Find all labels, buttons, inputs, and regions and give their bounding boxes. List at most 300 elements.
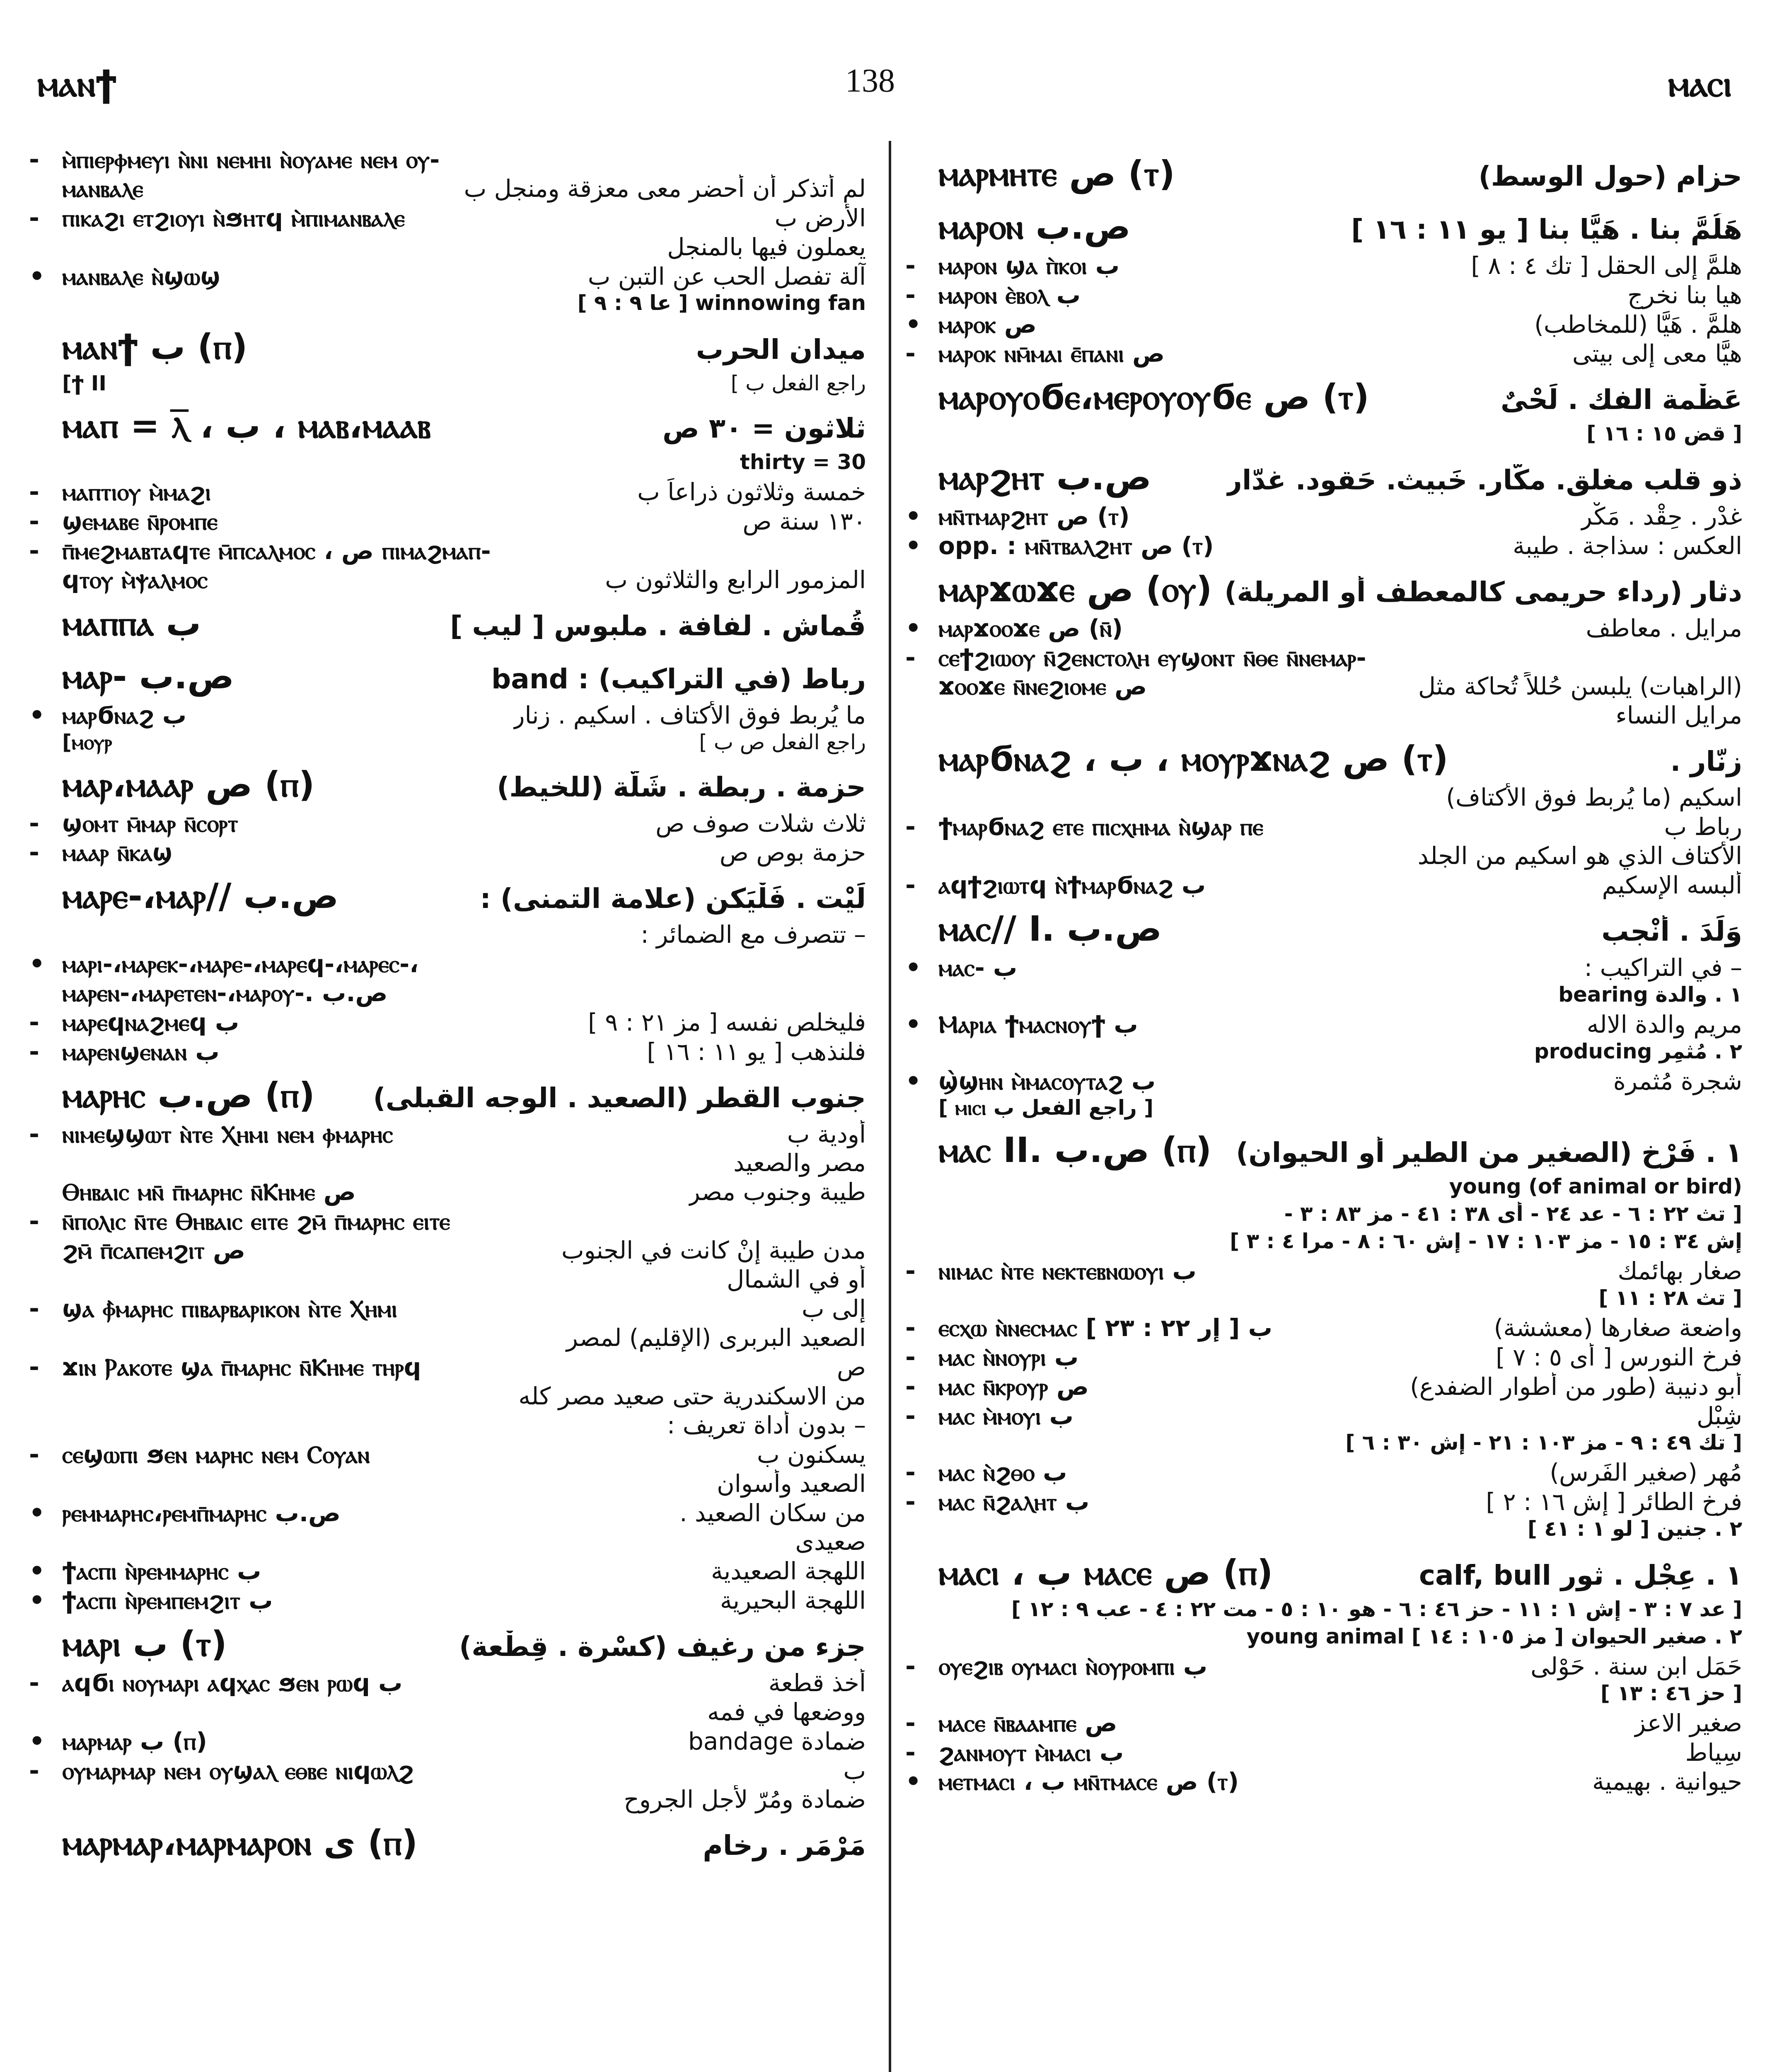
coptic-text: ϫⲟⲟϫⲉ ⲛ̄ⲛⲉϩⲓⲟⲙⲉ ص: [938, 672, 1147, 701]
arabic-gloss: هلمَّ إلى الحقل [ تك ٤ : ٨ ]: [1471, 252, 1742, 280]
arabic-gloss: حَمَل ابن سنة . حَوْلى: [1530, 1652, 1742, 1680]
coptic-text: ⲙⲉⲧⲙⲁⲥⲓ ، ب ⲙⲛ̄ⲧⲙⲁⲥⲉ ص (ⲧ): [938, 1767, 1239, 1796]
gloss-line: ووضعها في فمه: [707, 1697, 866, 1726]
left-column: [29, 145, 866, 2072]
gloss-line: أو في الشمال: [727, 1265, 866, 1294]
entry-bullet: •: [29, 261, 45, 291]
arabic-gloss: جزء من رغيف (كسْرة . قِطْعة): [459, 1630, 866, 1663]
coptic-text: ⲙⲁⲡⲧⲓⲟⲩ ⲙ̀ⲙⲁϩⲓ: [62, 478, 211, 506]
entry-line: [905, 1372, 1742, 1402]
entry-line: [29, 262, 866, 291]
coptic-text: ϯⲙⲁⲣϭⲛⲁϩ ⲉⲧⲉ ⲡⲓⲥⲭⲏⲙⲁ ⲛ̀ϣⲁⲣ ⲡⲉ: [938, 813, 1264, 841]
entry-bullet: -: [29, 808, 39, 838]
entry-line: [905, 643, 1742, 673]
arabic-gloss: أخذ قطعة: [768, 1668, 866, 1697]
entry-line: [29, 536, 866, 566]
coptic-text: ⲙⲁⲥ ⲛ̀ⲛⲟⲩⲣⲓ ب: [938, 1343, 1079, 1371]
entry-line: [29, 949, 866, 979]
arabic-gloss: ب: [843, 1756, 866, 1785]
entry-line: [29, 1008, 866, 1037]
entry-line: [29, 979, 866, 1008]
headword-entry: [905, 457, 1742, 502]
arabic-gloss: العكس : سذاجة . طيبة: [1513, 531, 1742, 560]
entry-line: [905, 251, 1742, 281]
coptic-text: ⲣⲉⲙⲙⲁⲣⲏⲥ،ⲣⲉⲙⲡ̄ⲙⲁⲣⲏⲥ ص.ب: [62, 1498, 341, 1527]
entry-bullet: -: [29, 477, 39, 507]
coptic-text: ⲙⲁⲛⲃⲁⲗⲉ: [62, 174, 143, 203]
coptic-text: ⲙⲁⲣⲓ ب (ⲧ): [62, 1623, 227, 1664]
entry-bullet: -: [29, 1352, 39, 1382]
headword-entry: [905, 569, 1742, 614]
arabic-gloss: راجع الفعل ص ب ]: [699, 730, 866, 754]
coptic-text: ⲁϥϭⲓ ⲛⲟⲩⲙⲁⲣⲓ ⲁϥⲭⲁⲥ ϧⲉⲛ ⲣⲱϥ ب: [62, 1668, 403, 1697]
entry-line: [29, 507, 866, 536]
coptic-text: ϣⲟⲙⲧ ⲙ̄ⲙⲁⲣ ⲛ̄ⲥⲟⲣⲧ: [62, 809, 238, 838]
entry-line: [905, 1010, 1742, 1039]
coptic-text: ⲥⲉϣⲱⲡⲓ ϧⲉⲛ ⲙⲁⲣⲏⲥ ⲛⲉⲙ Ⲥⲟⲩⲁⲛ: [62, 1440, 370, 1469]
arabic-gloss: إش ٣٤ : ١٥ - مز ١٠٣ : ١٧ - إش ٦٠ : ٨ - مرا ٤ : ٣ ]: [1230, 1229, 1742, 1254]
arabic-gloss: ميدان الحرب: [696, 334, 866, 366]
entry-line: [905, 339, 1742, 368]
coptic-text: ⲛ̄ⲡⲟⲗⲓⲥ ⲛ̄ⲧⲉ Ⲑⲏⲃⲁⲓⲥ ⲉⲓⲧⲉ ϩⲙ̄ ⲡ̄ⲙⲁⲣⲏⲥ ⲉⲓⲧⲉ: [62, 1207, 450, 1236]
coptic-text: ⲁϥϯϩⲓⲱⲧϥ ⲛ̀ϯⲙⲁⲣϭⲛⲁϩ ب: [938, 871, 1206, 900]
arabic-gloss: حزمة بوص ص: [719, 838, 866, 867]
entry-line: [29, 1178, 866, 1207]
arabic-gloss: راجع الفعل ب ]: [730, 371, 866, 396]
arabic-gloss: شِبْل: [1696, 1402, 1742, 1430]
coptic-text: ⲙⲁⲣⲉⲛϣⲉⲛⲁⲛ ب: [62, 1037, 220, 1066]
coptic-text: ⲙⲁⲁⲣ ⲛ̄ⲕⲁϣ: [62, 838, 173, 867]
entry-bullet: -: [29, 1668, 39, 1697]
entry-bullet: -: [905, 251, 916, 280]
coptic-text: ϯⲁⲥⲡⲓ ⲛ̀ⲣⲉⲙⲙⲁⲣⲏⲥ ب: [62, 1557, 261, 1585]
gloss-line: الصعيد وأسوان: [717, 1469, 866, 1498]
coptic-text: ⲙⲁⲣ- ص.ب: [62, 656, 234, 697]
arabic-gloss: سِياط: [1685, 1738, 1742, 1767]
coptic-text: ⲉⲥⲭⲱ ⲛ̀ⲛⲉⲥⲙⲁⲥ ب [ إر ٢٢ : ٢٣ ]: [938, 1314, 1272, 1342]
arabic-gloss: صغار بهائمك: [1618, 1257, 1742, 1285]
entry-bullet: •: [29, 700, 45, 730]
coptic-text: ⲙⲁⲣⲟⲩⲟϭⲉ،ⲙⲉⲣⲟⲩⲟⲩϭⲉ ص (ⲧ): [938, 377, 1369, 418]
arabic-gloss: أبو دنيبة (طور من أطوار الضفدع): [1410, 1372, 1742, 1401]
entry-line: [29, 1120, 866, 1149]
right-column: [905, 145, 1742, 2072]
coptic-text: [ⲙⲟⲩⲣ: [62, 730, 112, 754]
arabic-gloss: فلنذهب [ يو ١١ : ١٦ ]: [647, 1037, 866, 1066]
entry-bullet: -: [905, 871, 916, 900]
coptic-text: ⲙⲁⲣⲉϥⲛⲁϩⲙⲉϥ ب: [62, 1008, 239, 1036]
coptic-text: ⲙⲁⲣϭⲛⲁϩ ، ب ، ⲙⲟⲩⲣϫⲛⲁϩ ص (ⲧ): [938, 738, 1448, 779]
entry-line: [29, 1236, 866, 1265]
running-head-left: ⲙⲁⲛϯ: [37, 62, 117, 105]
headword-entry: [905, 738, 1742, 783]
headword-entry: [905, 1130, 1742, 1174]
arabic-gloss: واضعة صغارها (معششة): [1494, 1314, 1742, 1342]
coptic-text: Ⲙⲁⲣⲓⲁ ϯⲙⲁⲥⲛⲟⲩϯ ب: [938, 1010, 1138, 1038]
entry-bullet: -: [905, 1313, 916, 1343]
entry-bullet: •: [905, 1767, 921, 1796]
entry-bullet: -: [29, 203, 39, 232]
gloss-line: – بدون أداة تعريف :: [667, 1411, 866, 1439]
entry-bullet: -: [29, 1440, 39, 1469]
entry-bullet: -: [905, 1738, 916, 1767]
arabic-gloss: [ تث ٢٨ : ١١ ]: [1598, 1286, 1742, 1310]
coptic-text: ϩⲁⲛⲙⲟⲩⲧ ⲙ̀ⲙⲁⲥⲓ ب: [938, 1738, 1124, 1767]
entry-line: [905, 1487, 1742, 1517]
arabic-gloss: [ عد ٧ : ٣ - إش ١ : ١١ - حز ٤٦ : ٦ - هو ١٠ : ٥ - مت ٢٢ : ٤ - عب ٩ : ١٢ ]: [1011, 1597, 1742, 1621]
entry-line: [29, 1294, 866, 1324]
entry-line: [905, 1458, 1742, 1487]
arabic-gloss: اللهجة الصعيدية: [711, 1557, 866, 1585]
arabic-gloss: غدْر . حِقْد . مَكْر: [1580, 502, 1742, 531]
coptic-text: ⲙⲁⲥ ⲛ̄ⲕⲣⲟⲩⲣ ص: [938, 1372, 1089, 1401]
entry-bullet: -: [29, 1207, 39, 1236]
coptic-text: ⲛⲓⲙⲁⲥ ⲛ̀ⲧⲉ ⲛⲉⲕⲧⲉⲃⲛⲱⲟⲩⲓ ب: [938, 1257, 1197, 1285]
coptic-text: ⲙⲁⲥ II. ص.ب (ⲡ): [938, 1130, 1212, 1171]
entry-line: [29, 203, 866, 233]
coptic-text: ⲙⲁⲣϭⲛⲁϩ ب: [62, 701, 187, 729]
arabic-gloss: فليخلص نفسه [ مز ٢١ : ٩ ]: [588, 1008, 866, 1036]
entry-bullet: •: [905, 1066, 921, 1096]
coptic-text: ⲙⲁⲣⲙⲁⲣ ب (ⲡ): [62, 1727, 207, 1755]
entry-bullet: -: [29, 1756, 39, 1785]
arabic-gloss: هَلُمَّ بنا . هَيَّا بنا [ يو ١١ : ١٦ ]: [1351, 213, 1742, 245]
gloss-line: ضمادة ومُرّ لأجل الجروح: [624, 1785, 866, 1814]
headword-entry: [29, 1624, 866, 1668]
arabic-gloss: جنوب القطر (الصعيد . الوجه القبلى): [373, 1082, 866, 1114]
entry-line: [905, 1624, 1742, 1652]
entry-line: [905, 1202, 1742, 1229]
arabic-gloss: هيَّا معى إلى بيتى: [1572, 339, 1742, 368]
headword-entry: [29, 405, 866, 450]
entry-line: [905, 1431, 1742, 1458]
arabic-gloss: ذو قلب مغلق. مكّار. خَبيث. حَقود. غدّار: [1226, 464, 1742, 496]
arabic-gloss: ١ . والدة bearing: [1558, 982, 1742, 1007]
arabic-gloss: (الراهبات) يلبسن حُللاً تُحاكة مثل: [1418, 672, 1742, 701]
arabic-gloss: صغير الاعز: [1634, 1709, 1742, 1737]
entry-line: [29, 1756, 866, 1786]
coptic-text: ⲙⲁⲣⲙⲁⲣ،ⲙⲁⲣⲙⲁⲣⲟⲛ ى (ⲡ): [62, 1823, 418, 1864]
gloss-line: مرايل النساء: [1615, 701, 1742, 730]
arabic-gloss: ٢ . صغير الحيوان [ مز ١٠٥ : ١٤ ] young animal: [1246, 1624, 1742, 1648]
coptic-text: ⲙⲁⲥ ⲛ̄ϩⲁⲗⲏⲧ ب: [938, 1488, 1090, 1516]
entry-bullet: -: [29, 1007, 39, 1037]
entry-line: [905, 310, 1742, 339]
coptic-text: ⲙⲛ̄ⲧⲙⲁⲣϩⲏⲧ ص (ⲧ): [938, 502, 1130, 531]
entry-bullet: -: [29, 507, 39, 536]
entry-line: [905, 502, 1742, 531]
entry-line: [905, 1517, 1742, 1544]
entry-bullet: -: [905, 280, 916, 310]
entry-bullet: -: [905, 339, 916, 368]
entry-line: [29, 701, 866, 730]
headword-entry: [29, 876, 866, 920]
entry-line: [905, 421, 1742, 449]
arabic-gloss: حزمة . ربطة . شَلّة (للخيط): [497, 771, 866, 803]
arabic-gloss: مُهر (صغير الفَرس): [1550, 1458, 1742, 1487]
entry-line: [905, 1681, 1742, 1709]
arabic-gloss: ١٣٠ سنة ص: [742, 507, 866, 536]
coptic-text: ϣⲉⲙⲁⲃⲉ ⲛ̄ⲣⲟⲙⲡⲉ: [62, 507, 218, 536]
gloss-line: الصعيد البربرى (الإقليم) لمصر: [566, 1323, 866, 1352]
entry-line: [29, 1556, 866, 1586]
arabic-gloss: مرايل . معاطف: [1586, 614, 1742, 642]
coptic-text: ⲙⲁⲥ// I. ص.ب: [938, 908, 1162, 949]
arabic-gloss: فرخ النورس [ أى ٥ : ٧ ]: [1496, 1343, 1742, 1371]
arabic-gloss: من سكان الصعيد .: [679, 1498, 866, 1527]
coptic-text: ⲙⲁⲣⲓ-،ⲙⲁⲣⲉⲕ-،ⲙⲁⲣⲉ-،ⲙⲁⲣⲉϥ-،ⲙⲁⲣⲉⲥ-،: [62, 950, 419, 978]
entry-line: [29, 1207, 866, 1236]
entry-bullet: -: [905, 1458, 916, 1487]
arabic-gloss: ما يُربط فوق الأكتاف . اسكيم . زنار: [513, 701, 866, 729]
arabic-gloss: [ تك ٤٩ : ٩ - مز ١٠٣ : ٢١ - إش ٣٠ : ٦ ]: [1345, 1431, 1742, 1455]
arabic-gloss: ٢ . جنين [ لو ١ : ٤١ ]: [1527, 1516, 1742, 1541]
entry-bullet: •: [905, 613, 921, 643]
entry-line: [29, 1586, 866, 1615]
entry-line: [29, 145, 866, 174]
entry-line: [29, 1668, 866, 1698]
arabic-gloss: لم أتذكر أن أحضر معى معزقة ومنجل ب: [464, 174, 866, 203]
entry-line: [29, 1498, 866, 1528]
coptic-text: ⲙⲁⲣϫⲱϫⲉ ص (ⲟⲩ): [938, 569, 1212, 610]
entry-bullet: •: [29, 1498, 45, 1527]
coptic-text: ⲙⲁⲥⲉ ⲛ̄ⲃⲁⲁⲙⲡⲉ ص: [938, 1709, 1117, 1737]
coptic-text: ⲥⲉϯϩⲓⲱⲟⲩ ⲛ̄ϩⲉⲛⲥⲧⲟⲗⲏ ⲉⲩϣⲟⲛⲧ ⲛ̄ⲑⲉ ⲛ̄ⲛⲉⲙⲁⲣ-: [938, 643, 1366, 672]
headword-entry: [29, 327, 866, 371]
arabic-gloss: لَيْت . فَلْيَكن (علامة التمنى) :: [480, 883, 866, 915]
coptic-text: [ ⲙⲓⲥⲓ راجع الفعل ب ]: [938, 1096, 1154, 1120]
coptic-text: ⲙⲁⲣ،ⲙⲁⲁⲣ ص (ⲡ): [62, 764, 315, 805]
arabic-gloss: مدن طيبة إنْ كانت في الجنوب: [561, 1236, 866, 1265]
entry-line: [905, 983, 1742, 1010]
headword-entry: [905, 153, 1742, 198]
entry-bullet: -: [29, 1294, 39, 1324]
arabic-gloss: آلة تفصل الحب عن التبن ب: [588, 262, 866, 290]
entry-bullet: -: [29, 838, 39, 867]
coptic-text: ⲟⲩⲉϩⲓⲃ ⲟⲩⲙⲁⲥⲓ ⲛ̀ⲟⲩⲣⲟⲙⲡⲓ ب: [938, 1652, 1208, 1680]
coptic-text: ⲙⲁⲛⲃⲁⲗⲉ ⲛ̀ϣⲱϣ: [62, 262, 220, 290]
arabic-gloss: ثلاثون = ٣٠ ص: [662, 412, 866, 445]
entry-line: [905, 953, 1742, 983]
gloss-line: الأكتاف الذي هو اسكيم من الجلد: [1417, 842, 1742, 870]
arabic-gloss: وَلَدَ . أنْجب: [1601, 915, 1742, 947]
coptic-text: ⲙⲁⲣⲟⲛ ϣⲁ ⲡ̀ⲕⲟⲓ ب: [938, 252, 1120, 280]
entry-line: [29, 1037, 866, 1067]
arabic-gloss: فرخ الطائر [ إش ١٦ : ٢ ]: [1486, 1488, 1742, 1516]
headword-entry: [905, 206, 1742, 251]
entry-line: [29, 371, 866, 397]
entry-line: [905, 614, 1742, 643]
entry-line: [905, 1597, 1742, 1624]
arabic-gloss: هيا بنا نخرج: [1627, 281, 1742, 309]
gloss-line: – تتصرف مع الضمائر :: [641, 920, 866, 949]
entry-bullet: -: [905, 1372, 916, 1401]
entry-line: [905, 1039, 1742, 1067]
entry-line: [905, 871, 1742, 900]
coptic-text: opp. : ⲙⲛ̄ⲧⲃⲁⲗϩⲏⲧ ص (ⲧ): [938, 531, 1214, 560]
arabic-gloss: رباط ب: [1664, 813, 1742, 841]
entry-bullet: -: [905, 643, 916, 672]
coptic-text: ⲙⲁⲣϩⲏⲧ ص.ب: [938, 457, 1151, 498]
arabic-gloss: [ حز ٤٦ : ١٣ ]: [1601, 1681, 1742, 1705]
coptic-text: Ⲑⲏⲃⲁⲓⲥ ⲙⲛ̄ ⲡ̄ⲙⲁⲣⲏⲥ ⲛ̄Ⲕⲏⲙⲉ ص: [62, 1178, 356, 1206]
entry-bullet: -: [905, 1487, 916, 1517]
arabic-gloss: [ قض ١٥ : ١٦ ]: [1586, 421, 1742, 446]
coptic-text: ⲡⲓⲕⲁϩⲓ ⲉⲧϩⲓⲟⲩⲓ ⲛ̀ϧⲏⲧϥ ⲙ̀ⲡⲓⲙⲁⲛⲃⲁⲗⲉ: [62, 203, 405, 232]
entry-bullet: •: [905, 953, 921, 982]
entry-line: [905, 281, 1742, 310]
entry-line: [905, 672, 1742, 701]
coptic-text: ⲙⲁⲣⲉⲛ-،ⲙⲁⲣⲉⲧⲉⲛ-،ⲙⲁⲣⲟⲩ-. ص.ب: [62, 978, 388, 1007]
arabic-gloss: اللهجة البحيرية: [720, 1586, 866, 1615]
gloss-line: يعملون فيها بالمنجل: [667, 232, 866, 261]
entry-line: [29, 838, 866, 867]
entry-line: [905, 1343, 1742, 1372]
page-number: 138: [845, 63, 895, 99]
page-header: [0, 0, 1765, 124]
entry-bullet: •: [905, 310, 921, 339]
coptic-text: ⲙⲁⲣⲟⲕ ⲛⲙ̄ⲙⲁⲓ ⲉ̄ⲡⲁⲛⲓ ص: [938, 339, 1165, 368]
headword-entry: [29, 1075, 866, 1120]
entry-bullet: -: [905, 1651, 916, 1681]
entry-bullet: •: [905, 502, 921, 531]
coptic-text: ϩⲙ̄ ⲡ̄ⲥⲁⲡⲉⲙϩⲓⲧ ص: [62, 1236, 245, 1265]
coptic-text: ⲛⲓⲙⲉϣϣⲱⲧ ⲛ̀ⲧⲉ Ⲭⲏⲙⲓ ⲛⲉⲙ ⲫⲙⲁⲣⲏⲥ: [62, 1120, 393, 1148]
entry-bullet: •: [29, 1726, 45, 1756]
arabic-gloss: دثار (رداء حريمى كالمعطف أو المريلة): [1224, 576, 1742, 608]
entry-bullet: •: [29, 949, 45, 979]
entry-line: [905, 531, 1742, 561]
arabic-gloss: هلمَّ . هَيَّا (للمخاطب): [1534, 310, 1742, 339]
coptic-text: ⲙⲁⲛϯ ب (ⲡ): [62, 327, 248, 368]
arabic-gloss: young (of animal or bird): [1449, 1174, 1742, 1199]
headword-entry: [905, 908, 1742, 953]
coptic-text: ⲙⲁⲡⲡⲁ ب: [62, 603, 201, 644]
entry-line: [905, 1652, 1742, 1681]
entry-line: [29, 291, 866, 318]
arabic-gloss: thirty = 30: [740, 450, 866, 474]
entry-line: [905, 1229, 1742, 1256]
entry-line: [29, 477, 866, 507]
entry-bullet: •: [29, 1586, 45, 1615]
entry-line: [29, 566, 866, 595]
entry-bullet: -: [29, 1037, 39, 1066]
column-divider: [889, 141, 891, 2072]
coptic-text: ⲙⲁⲡ = ⲗ̅ ، ب ، ⲙⲁⲃ،ⲙⲁⲁⲃ: [62, 405, 431, 446]
coptic-text: ⲙⲁⲣⲏⲥ ص.ب (ⲡ): [62, 1075, 315, 1116]
arabic-gloss: زنّار .: [1670, 746, 1742, 778]
entry-line: [905, 812, 1742, 842]
arabic-gloss: [ تث ٢٢ : ٦ - عد ٢٤ - أى ٣٨ : ٤١ - مز ٨٣ : ٣ -: [1284, 1202, 1742, 1226]
arabic-gloss: مَرْمَر . رخام: [703, 1830, 866, 1862]
arabic-gloss: ثلاث شلات صوف ص: [655, 809, 866, 838]
coptic-text: ⲙ̀ⲡⲓⲉⲣⲫⲙⲉⲩⲓ ⲛ̀ⲛⲓ ⲛⲉⲙⲏⲓ ⲛ̀ⲟⲩⲁⲙⲉ ⲛⲉⲙ ⲟⲩ-: [62, 145, 440, 174]
coptic-text: ⲙⲁⲥ- ب: [938, 953, 1018, 982]
arabic-gloss: يسكنون ب: [757, 1440, 866, 1469]
arabic-gloss: ٢ . مُثمِر producing: [1534, 1039, 1742, 1063]
entry-bullet: •: [29, 1556, 45, 1586]
arabic-gloss: حزام (حول الوسط): [1478, 160, 1742, 192]
entry-bullet: -: [29, 1119, 39, 1149]
entry-bullet: •: [905, 531, 921, 560]
headword-entry: [29, 1823, 866, 1867]
entry-bullet: -: [905, 1342, 916, 1372]
entry-line: [905, 1738, 1742, 1767]
headword-entry: [29, 603, 866, 648]
entry-line: [905, 1767, 1742, 1796]
coptic-text: ϣⲁ ⲫ̀ⲙⲁⲣⲏⲥ ⲡⲓⲃⲁⲣⲃⲁⲣⲓⲕⲟⲛ ⲛ̀ⲧⲉ Ⲭⲏⲙⲓ: [62, 1295, 397, 1323]
arabic-gloss: winnowing fan [ عا ٩ : ٩ ]: [577, 291, 866, 315]
entry-bullet: -: [29, 536, 39, 565]
arabic-gloss: شجرة مُثمرة: [1613, 1067, 1742, 1095]
entry-line: [29, 730, 866, 756]
entry-line: [29, 809, 866, 838]
arabic-gloss: ضمادة bandage: [688, 1727, 866, 1755]
entry-line: [29, 1727, 866, 1756]
arabic-gloss: حيوانية . بهيمية: [1592, 1767, 1742, 1796]
arabic-gloss: إلى ب: [801, 1295, 866, 1323]
arabic-gloss: مريم والدة الاله: [1586, 1010, 1742, 1038]
arabic-gloss: قُماش . لفافة . ملبوس [ ليب ]: [450, 610, 866, 642]
headword-entry: [905, 1552, 1742, 1597]
entry-bullet: -: [905, 1401, 916, 1431]
coptic-text: ⲙⲁⲣϫⲟⲟϫⲉ ص (ⲛ̄): [938, 614, 1123, 642]
arabic-gloss: الأرض ب: [774, 203, 866, 232]
arabic-gloss: المزمور الرابع والثلاثون ب: [605, 565, 866, 594]
arabic-gloss: ألبسه الإسكيم: [1602, 871, 1742, 900]
coptic-text: ϯⲁⲥⲡⲓ ⲛ̀ⲣⲉⲙⲡⲉⲙϩⲓⲧ ب: [62, 1586, 273, 1615]
gloss-line: صعيدى: [795, 1527, 866, 1556]
gloss-line: من الاسكندرية حتى صعيد مصر كله: [518, 1382, 866, 1410]
coptic-text: ϣ̀ϣⲏⲛ ⲙ̀ⲙⲁⲥⲟⲩⲧⲁϩ ب: [938, 1067, 1156, 1095]
coptic-text: ⲙⲁⲥ ⲛ̀ϩⲑⲟ ب: [938, 1458, 1067, 1487]
entry-line: [905, 1256, 1742, 1286]
coptic-text: ϫⲓⲛ Ⲣⲁⲕⲟⲧⲉ ϣⲁ ⲡ̄ⲙⲁⲣⲏⲥ ⲛ̄Ⲕⲏⲙⲉ ⲧⲏⲣϥ: [62, 1353, 421, 1381]
coptic-text: ⲡ̄ⲙⲉϩⲙⲁⲃⲧⲁϥⲧⲉ ⲙ̄ⲡⲥⲁⲗⲙⲟⲥ ، ص ⲡⲓⲙⲁϩⲙⲁⲡ-: [62, 536, 491, 565]
gloss-line: مصر والصعيد: [733, 1149, 866, 1177]
coptic-text: [ϯ II: [62, 371, 106, 396]
arabic-gloss: طيبة وجنوب مصر: [688, 1178, 866, 1206]
coptic-text: ⲙⲁⲥ ⲙ̀ⲙⲟⲩⲓ ب: [938, 1402, 1074, 1430]
coptic-text: ⲟⲩⲙⲁⲣⲙⲁⲣ ⲛⲉⲙ ⲟⲩϣⲁⲗ ⲉⲑⲃⲉ ⲛⲓϥⲱⲗϩ: [62, 1756, 414, 1785]
entry-line: [905, 1402, 1742, 1431]
coptic-text: ⲙⲁⲣⲟⲕ ص: [938, 310, 1037, 339]
entry-bullet: -: [905, 1256, 916, 1286]
arabic-gloss: ١ . فَرْخ (الصغير من الطير أو الحيوان): [1236, 1137, 1742, 1169]
coptic-text: ⲙⲁⲥⲓ ، ب ⲙⲁⲥⲉ ص (ⲡ): [938, 1552, 1273, 1593]
arabic-gloss: خمسة وثلاثون ذراعاً ب: [637, 478, 866, 506]
headword-entry: [905, 377, 1742, 421]
headword-entry: [29, 656, 866, 701]
running-head-right: ⲙⲁⲥⲓ: [1668, 62, 1732, 105]
entry-line: [29, 1353, 866, 1382]
arabic-gloss: رباط (في التراكيب) : band: [491, 663, 866, 695]
entry-line: [29, 1440, 866, 1469]
coptic-text: ⲙⲁⲣⲟⲛ ⲉ̀ⲃⲟⲗ ب: [938, 281, 1081, 309]
entry-line: [905, 1174, 1742, 1202]
coptic-text: ⲙⲁⲣⲉ-،ⲙⲁⲣ// ص.ب: [62, 876, 339, 917]
entry-line: [905, 1709, 1742, 1738]
arabic-gloss: عَظْمة الفك . لَحْىٌ: [1500, 384, 1742, 416]
entry-bullet: -: [905, 1708, 916, 1738]
coptic-text: ϥⲧⲟⲩ ⲙ̀ⲯⲁⲗⲙⲟⲥ: [62, 565, 208, 594]
entry-line: [29, 174, 866, 203]
headword-entry: [29, 764, 866, 809]
arabic-gloss: ص: [837, 1353, 866, 1381]
arabic-gloss: – في التراكيب :: [1584, 953, 1742, 982]
entry-line: [905, 1067, 1742, 1096]
entry-line: [905, 1096, 1742, 1121]
